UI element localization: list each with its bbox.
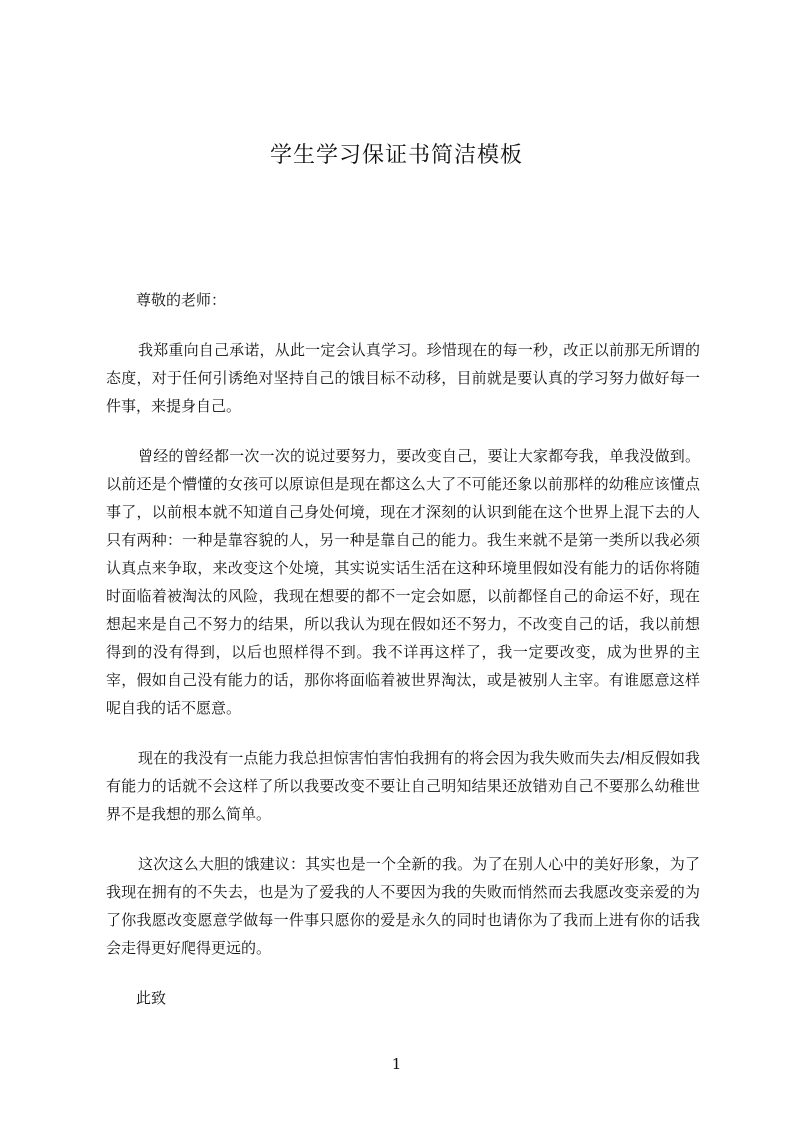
paragraph-1: 我郑重向自己承诺，从此一定会认真学习。珍惜现在的每一秒，改正以前那无所谓的态度，对于任何引诱绝对坚持自己的饿目标不动移，目前就是要认真的学习努力做好每一件事，来提身自己。 — [106, 341, 700, 415]
paragraph-4: 这次这么大胆的饿建议：其实也是一个全新的我。为了在别人心中的美好形象，为了我现在拥有的不失去，也是为了爱我的人不要因为我的失败而悄然而去我愿改变亲爱的为了你我愿改变愿意学做每一件事只愿你的爱是永久的同时也请你为了我而上进有你的话我会走得更好爬得更远的。 — [106, 855, 700, 957]
document-title: 学生学习保证书简洁模板 — [269, 143, 523, 168]
closing: 此致 — [136, 989, 167, 1007]
document-body — [106, 286, 700, 1034]
salutation: 尊敬的老师： — [136, 291, 227, 309]
paragraph-2: 曾经的曾经都一次一次的说过要努力，要改变自己，要让大家都夸我，单我没做到。以前还是个懵懂的女孩可以原谅但是现在都这么大了不可能还象以前那样的幼稚应该懂点事了，以前根本就不知道自己身处何境，现在才深刻的认识到能在这个世界上混下去的人只有两种：一种是靠容貌的人，另一种是靠自己的能力。我生来就不是第一类所以我必须认真点来争取，来改变这个处境，其实说实话生活在这种环境里假如没有能力的话你将随时面临着被淘汰的风险，我现在想要的都不一定会如愿，以前都怪自己的命运不好，现在想起来是自己不努力的结果，所以我认为现在假如还不努力，不改变自己的话，我以前想得到的没有得到，以后也照样得不到。我不详再这样了，我一定要改变，成为世界的主宰，假如自己没有能力的话，那你将面临着被世界淘汰，或是被别人主宰。有谁愿意这样呢自我的话不愿意。 — [106, 447, 700, 717]
page-number: 1 — [391, 1055, 402, 1073]
paragraph-3: 现在的我没有一点能力我总担惊害怕害怕我拥有的将会因为我失败而失去/相反假如我有能力的话就不会这样了所以我要改变不要让自己明知结果还放错劝自己不要那么幼稚世界不是我想的那么简单。 — [106, 749, 700, 823]
